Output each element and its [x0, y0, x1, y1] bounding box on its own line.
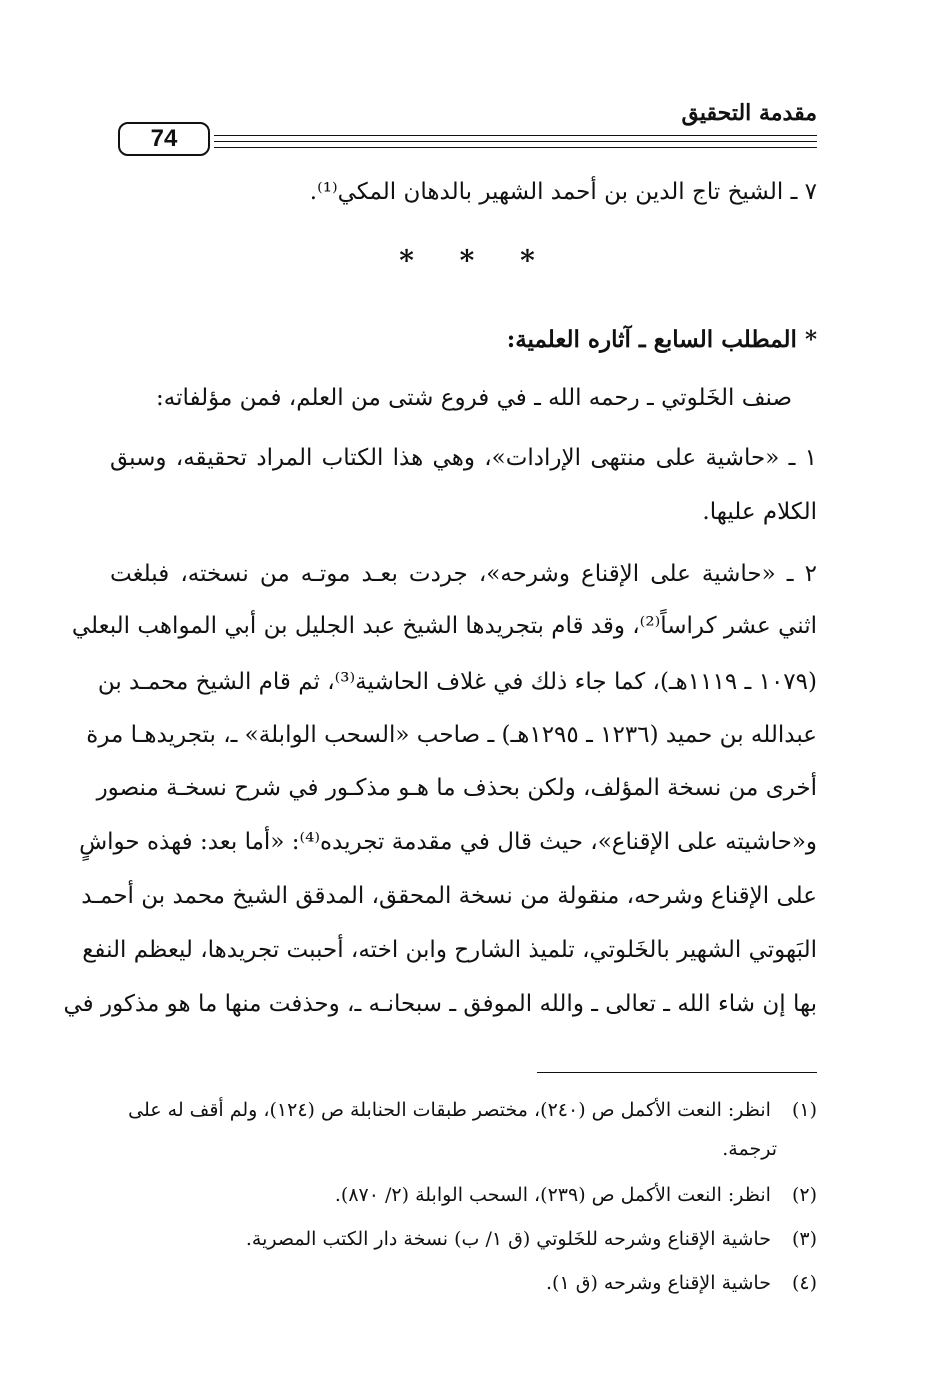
footnote-text: انظر: النعت الأكمل ص (٢٤٠)، مختصر طبقات الحنابلة ص (١٢٤)، ولم أقف له على — [128, 1099, 771, 1121]
footnote-number: (٢) — [791, 1184, 817, 1206]
footnote-number: (١) — [791, 1099, 817, 1121]
footnote-text: انظر: النعت الأكمل ص (٢٣٩)، السحب الوابلة (٢/ ٨٧٠). — [334, 1184, 771, 1206]
header-rule — [214, 135, 817, 136]
footnote-number: (٣) — [791, 1228, 817, 1250]
body-line: (١٠٧٩ ـ ١١١٩هـ)، كما جاء ذلك في غلاف الحاشية⁽³⁾، ثم قام الشيخ محمـد بن — [97, 669, 817, 695]
footnote — [110, 1093, 817, 1127]
footnote-number: (٤) — [791, 1272, 817, 1294]
body-line: اثني عشر كراساً⁽²⁾، وقد قام بتجريدها الشيخ عبد الجليل بن أبي المواهب البعلي — [71, 613, 817, 639]
body-line: على الإقناع وشرحه، منقولة من نسخة المحقق، المدقق الشيخ محمد بن أحمـد — [81, 883, 817, 909]
footnote-continuation: ترجمة. — [722, 1138, 777, 1160]
footnote — [110, 1178, 817, 1212]
footnote-text: حاشية الإقناع وشرحه (ق ١). — [546, 1272, 771, 1294]
footnote — [110, 1222, 817, 1256]
body-line: و«حاشيته على الإقناع»، حيث قال في مقدمة تجريده⁽⁴⁾: «أما بعد: فهذه حواشٍ — [79, 829, 817, 855]
body-line: أخرى من نسخة المؤلف، ولكن بحذف ما هـو مذكـور في شرح نسخـة منصور — [96, 775, 817, 801]
body-line: البَهوتي الشهير بالخَلوتي، تلميذ الشارح وابن اخته، أحببت تجريدها، ليعظم النفع — [82, 937, 817, 963]
section-heading: * المطلب السابع ـ آثاره العلمية: — [506, 326, 817, 353]
header-rule — [214, 141, 817, 142]
body-line: ٢ ـ «حاشية على الإقناع وشرحه»، جردت بعـد موتـه من نسخته، فبلغت — [110, 561, 817, 587]
header-rule — [214, 147, 817, 148]
footnote — [110, 1266, 817, 1300]
body-line: الكلام عليها. — [702, 499, 817, 525]
body-line: عبدالله بن حميد (١٢٣٦ ـ ١٢٩٥هـ) ـ صاحب «السحب الوابلة» ـ، بتجريدهـا مرة — [86, 722, 817, 748]
body-line: بها إن شاء الله ـ تعالى ـ والله الموفق ـ سبحانـه ـ، وحذفت منها ما هو مذكور في — [63, 991, 817, 1017]
body-line: صنف الخَلوتي ـ رحمه الله ـ في فروع شتى من العلم، فمن مؤلفاته: — [156, 385, 792, 411]
footnote-text: حاشية الإقناع وشرحه للخَلوتي (ق ١/ ب) نسخة دار الكتب المصرية. — [245, 1228, 771, 1250]
footnote-separator — [537, 1072, 817, 1073]
body-line: ١ ـ «حاشية على منتهى الإرادات»، وهي هذا الكتاب المراد تحقيقه، وسبق — [110, 445, 817, 471]
running-header-title: مقدمة التحقيق — [681, 100, 817, 126]
section-separator: * * * — [399, 244, 553, 277]
teacher-line: ٧ ـ الشيخ تاج الدين بن أحمد الشهير بالدهان المكي⁽¹⁾. — [309, 179, 817, 205]
page-number-badge: 74 — [118, 122, 210, 156]
